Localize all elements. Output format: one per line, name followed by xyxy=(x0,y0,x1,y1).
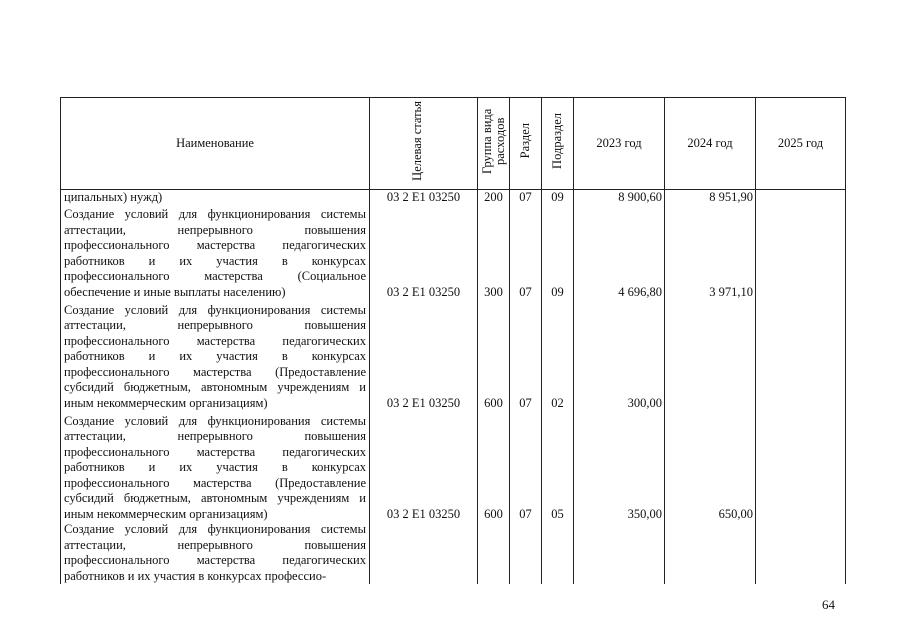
header-subsection-label: Подраздел xyxy=(550,113,564,169)
row-target: 03 2 Е1 03250 xyxy=(370,189,478,205)
row-group: 200 xyxy=(478,189,510,205)
row-name: Создание условий для функционирования системы аттестации, непрерывного повышения профессионального мастерства педагогических работников и их участия в конкурсах профессионального мастерства (Предоставление субсидий бюджетным, автономным учреждениям и иным некоммерческим организациям) xyxy=(61,300,370,411)
row-target: 03 2 Е1 03250 xyxy=(370,300,478,411)
row-2024: 650,00 xyxy=(665,411,756,522)
header-2025: 2025 год xyxy=(756,98,846,190)
row-2023: 4 696,80 xyxy=(574,205,665,300)
row-2025 xyxy=(756,300,846,411)
row-target xyxy=(370,522,478,584)
row-2024 xyxy=(665,522,756,584)
table-row xyxy=(61,522,846,584)
row-subsection xyxy=(542,522,574,584)
row-name: Создание условий для функционирования системы аттестации, непрерывного повышения профессионального мастерства педагогических работников и их участия в конкурсах профессио- xyxy=(61,522,370,584)
row-group: 300 xyxy=(478,205,510,300)
row-subsection: 09 xyxy=(542,189,574,205)
row-section: 07 xyxy=(510,189,542,205)
table-row xyxy=(61,205,846,300)
row-group xyxy=(478,522,510,584)
row-group: 600 xyxy=(478,411,510,522)
row-subsection: 02 xyxy=(542,300,574,411)
row-2025 xyxy=(756,189,846,205)
header-2024: 2024 год xyxy=(665,98,756,190)
header-subsection xyxy=(542,98,574,190)
row-2025 xyxy=(756,205,846,300)
header-group-label: Группа вида расходов xyxy=(479,108,507,174)
row-2024: 8 951,90 xyxy=(665,189,756,205)
row-section: 07 xyxy=(510,300,542,411)
row-section: 07 xyxy=(510,411,542,522)
header-target-label: Целевая статья xyxy=(409,101,424,181)
row-2025 xyxy=(756,411,846,522)
row-2025 xyxy=(756,522,846,584)
page-number: 64 xyxy=(822,597,835,612)
row-section xyxy=(510,522,542,584)
row-2024: 3 971,10 xyxy=(665,205,756,300)
row-2023: 300,00 xyxy=(574,300,665,411)
row-target: 03 2 Е1 03250 xyxy=(370,411,478,522)
row-subsection: 05 xyxy=(542,411,574,522)
table-row xyxy=(61,411,846,522)
header-section-label: Раздел xyxy=(518,123,532,159)
header-section xyxy=(510,98,542,190)
row-2023: 350,00 xyxy=(574,411,665,522)
row-name: Создание условий для функционирования системы аттестации, непрерывного повышения профессионального мастерства педагогических работников и их участия в конкурсах профессионального мастерства (Предоставление субсидий бюджетным, автономным учреждениям и иным некоммерческим организациям) xyxy=(61,411,370,522)
table-row xyxy=(61,300,846,411)
header-target xyxy=(370,98,478,190)
header-group xyxy=(478,98,510,190)
row-2023 xyxy=(574,522,665,584)
header-name: Наименование xyxy=(61,98,370,190)
row-target: 03 2 Е1 03250 xyxy=(370,205,478,300)
table-row xyxy=(61,189,846,205)
budget-table xyxy=(60,97,846,584)
row-2024 xyxy=(665,300,756,411)
row-name: ципальных) нужд) xyxy=(61,189,370,205)
header-2023: 2023 год xyxy=(574,98,665,190)
row-2023: 8 900,60 xyxy=(574,189,665,205)
row-group: 600 xyxy=(478,300,510,411)
table-header-row xyxy=(61,98,846,190)
row-name: Создание условий для функционирования системы аттестации, непрерывного повышения профессионального мастерства педагогических работников и их участия в конкурсах профессионального мастерства (Социальное обеспечение и иные выплаты населению) xyxy=(61,205,370,300)
row-section: 07 xyxy=(510,205,542,300)
row-subsection: 09 xyxy=(542,205,574,300)
